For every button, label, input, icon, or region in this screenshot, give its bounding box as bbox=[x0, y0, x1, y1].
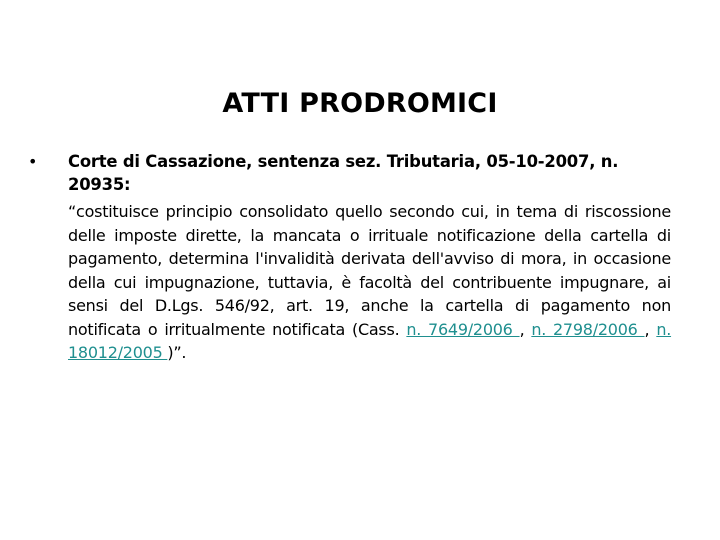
quote-end: )”. bbox=[167, 343, 187, 362]
link-separator: , bbox=[519, 319, 532, 339]
link-cass-7649-2006[interactable]: n. 7649/2006 bbox=[406, 319, 520, 339]
link-cass-2798-2006[interactable]: n. 2798/2006 bbox=[531, 319, 645, 339]
bullet-dot-icon: • bbox=[28, 152, 38, 171]
link-separator: , bbox=[644, 319, 657, 339]
quote-text: “costituisce principio consolidato quello secondo cui, in tema di riscossione delle imposte dirette, la mancata o irrituale notificazione della cartella di pagamento, determina l'invalidità derivata dell'avviso di mora, in occasione della cui impugnazione, tuttavia, è facoltà del contribuente impugnare, ai sensi del D.Lgs. 546/92, art. 19, anche la cartella di pagamento non notificata o irritualmente notificata (Cass. bbox=[68, 202, 671, 339]
slide-title: ATTI PRODROMICI bbox=[222, 88, 498, 119]
quote-paragraph bbox=[68, 200, 671, 365]
link-cass-18012-2005[interactable]: n. 18012/2005 bbox=[68, 319, 672, 362]
bullet-item bbox=[22, 150, 682, 196]
bullet-heading: Corte di Cassazione, sentenza sez. Tributaria, 05-10-2007, n. 20935: bbox=[68, 152, 619, 194]
bullet-list bbox=[22, 150, 682, 365]
